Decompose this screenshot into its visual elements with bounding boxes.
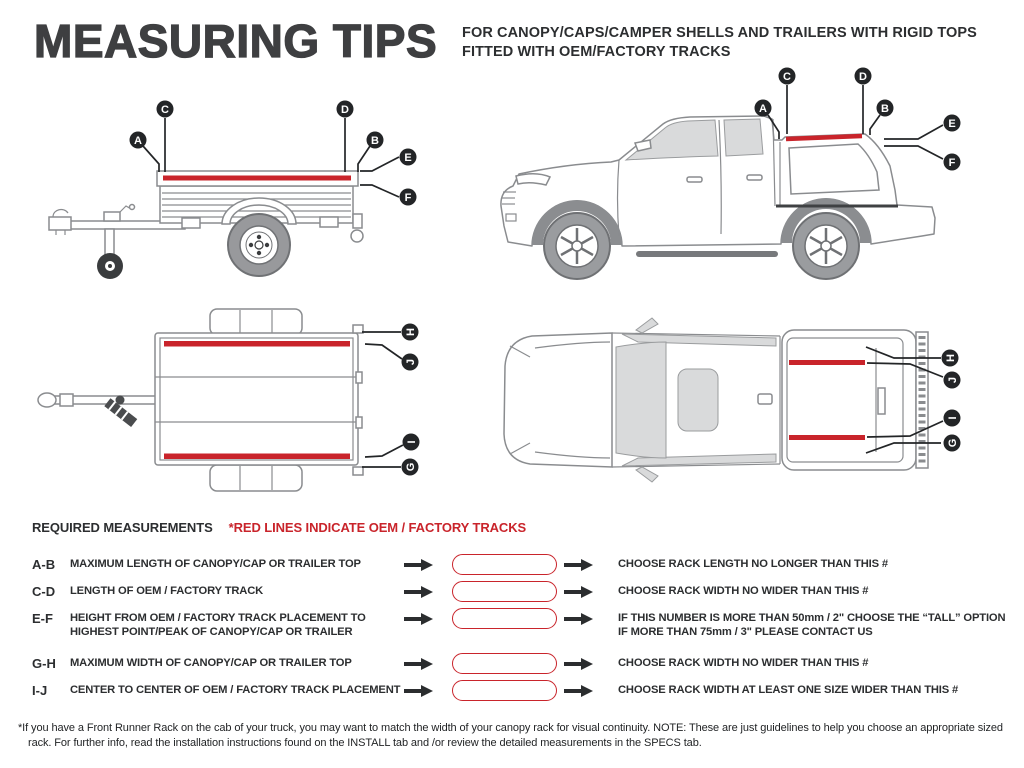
trailer-top-rail <box>157 171 358 186</box>
svg-text:B: B <box>371 134 379 147</box>
footnote: *If you have a Front Runner Rack on the cab of your truck, you may want to match the width of your canopy rack for visual continuity. NOTE: These are just guidelines to help you choose an appropriate sized rack. For further info, read the installation instructions found on the INSTALL tab and /or review the detailed measurements in the SPECS tab. <box>18 722 1003 749</box>
rear-door-window <box>724 119 763 156</box>
arrow-right-icon <box>404 613 434 625</box>
callout-i <box>365 434 420 458</box>
page-subtitle <box>462 24 977 62</box>
windshield-top <box>616 342 666 458</box>
arrow-right-icon <box>564 559 594 571</box>
truck-hood-top <box>504 333 612 467</box>
svg-text:E: E <box>948 117 956 130</box>
range-label: E-F <box>32 611 53 626</box>
measurements-heading: REQUIRED MEASUREMENTS <box>32 520 213 535</box>
svg-text:D: D <box>341 103 349 116</box>
measurement-row-ab <box>32 554 1008 575</box>
measurement-outcome: CHOOSE RACK WIDTH AT LEAST ONE SIZE WIDER THAN THIS # <box>618 684 959 696</box>
svg-text:C: C <box>783 70 791 83</box>
measurement-value-box[interactable] <box>452 653 557 674</box>
mirror-left <box>636 318 658 333</box>
callout-b <box>870 100 894 136</box>
callout-e <box>360 149 417 172</box>
rear-door-handle <box>747 175 762 180</box>
trailer-drawbar-top <box>38 393 156 427</box>
oem-track-line-right <box>164 454 350 460</box>
headlight <box>516 174 550 185</box>
measurement-row-cd <box>32 581 1008 602</box>
callout-f <box>360 185 417 206</box>
oem-track-line-left <box>164 341 350 347</box>
side-step <box>636 251 778 257</box>
arrow-right-icon <box>404 586 434 598</box>
measurement-value-box[interactable] <box>452 608 557 629</box>
arrow-right-icon <box>404 658 434 670</box>
trailer-wheel <box>228 214 290 276</box>
measurement-description: HEIGHT FROM OEM / FACTORY TRACK PLACEMENT TO HIGHEST POINT/PEAK OF CANOPY/CAP OR TRAILER <box>70 612 366 638</box>
svg-text:H: H <box>404 328 417 336</box>
measurement-row-ef <box>32 608 1008 639</box>
callout-e <box>884 115 961 140</box>
svg-text:F: F <box>404 191 412 204</box>
measurement-outcome: CHOOSE RACK LENGTH NO LONGER THAN THIS # <box>618 558 888 570</box>
trailer-top-body <box>155 333 358 465</box>
front-door-handle <box>687 177 702 182</box>
oem-track-line <box>163 176 351 181</box>
windshield-window <box>626 120 718 160</box>
arrow-right-icon <box>564 586 594 598</box>
measurement-outcome: CHOOSE RACK WIDTH NO WIDER THAN THIS # <box>618 657 869 669</box>
page-title: MEASURING TIPS <box>34 15 438 67</box>
sunroof <box>678 369 718 431</box>
svg-text:J: J <box>404 358 417 366</box>
callout-d <box>337 101 354 173</box>
measurement-outcome: IF THIS NUMBER IS MORE THAN 50mm / 2" CHOOSE THE “TALL” OPTION IF MORE THAN 75mm / 3" PLEASE CONTACT US <box>618 612 1006 638</box>
measurement-description: MAXIMUM LENGTH OF CANOPY/CAP OR TRAILER TOP <box>70 558 361 570</box>
range-label: G-H <box>32 656 56 671</box>
svg-text:I: I <box>946 416 959 420</box>
svg-text:D: D <box>859 70 867 83</box>
arrow-right-icon <box>404 559 434 571</box>
trailer-side-view-diagram <box>20 78 460 298</box>
measurement-value-box[interactable] <box>452 554 557 575</box>
svg-text:H: H <box>944 354 957 362</box>
callout-c <box>157 101 174 173</box>
trailer-fender-bottom <box>210 465 302 491</box>
measurement-description: CENTER TO CENTER OF OEM / FACTORY TRACK PLACEMENT <box>70 684 401 696</box>
svg-text:F: F <box>948 156 956 169</box>
svg-text:G: G <box>404 462 417 472</box>
mirror-right <box>636 467 658 482</box>
svg-text:I: I <box>405 440 418 444</box>
oem-track-line <box>786 136 862 139</box>
callout-d <box>855 68 872 135</box>
svg-text:C: C <box>161 103 169 116</box>
callout-a <box>130 132 160 173</box>
canopy-side-window <box>789 144 879 194</box>
svg-text:E: E <box>404 151 412 164</box>
callout-g <box>362 459 419 476</box>
svg-text:B: B <box>881 102 889 115</box>
callout-b <box>358 132 384 173</box>
required-measurements-section <box>32 520 1008 701</box>
measurement-outcome: CHOOSE RACK WIDTH NO WIDER THAN THIS # <box>618 585 869 597</box>
canopy-top <box>782 330 916 470</box>
measurement-row-ij <box>32 680 1008 701</box>
arrow-right-icon <box>564 613 594 625</box>
range-label: I-J <box>32 683 48 698</box>
svg-text:A: A <box>134 134 142 147</box>
oem-track-line-left <box>789 360 865 365</box>
cab-rear-light <box>758 394 772 404</box>
callout-f <box>884 146 961 171</box>
subtitle-line-2: FITTED WITH OEM/FACTORY TRACKS <box>462 44 731 60</box>
svg-text:G: G <box>946 438 959 448</box>
measurement-description: LENGTH OF OEM / FACTORY TRACK <box>70 585 264 597</box>
measurement-description: MAXIMUM WIDTH OF CANOPY/CAP OR TRAILER TOP <box>70 657 352 669</box>
trailer-fender-top <box>210 309 302 335</box>
measurement-value-box[interactable] <box>452 581 557 602</box>
truck-side-view-diagram <box>488 58 998 293</box>
callout-j <box>365 344 419 371</box>
svg-text:A: A <box>759 102 767 115</box>
subtitle-line-1: FOR CANOPY/CAPS/CAMPER SHELLS AND TRAILERS WITH RIGID TOPS <box>462 25 977 41</box>
red-lines-legend: *RED LINES INDICATE OEM / FACTORY TRACKS <box>228 520 527 535</box>
arrow-right-icon <box>564 658 594 670</box>
front-wheel <box>544 213 610 279</box>
svg-text:J: J <box>946 376 959 384</box>
oem-track-line-right <box>789 435 865 440</box>
truck-top-view-diagram <box>490 300 990 505</box>
canopy-handle <box>878 388 885 414</box>
range-label: C-D <box>32 584 56 599</box>
rear-wheel <box>793 213 859 279</box>
callout-c <box>779 68 796 135</box>
callout-h <box>362 324 419 341</box>
trailer-top-view-diagram <box>20 300 480 500</box>
arrow-right-icon <box>404 685 434 697</box>
arrow-right-icon <box>564 685 594 697</box>
measurement-value-box[interactable] <box>452 680 557 701</box>
range-label: A-B <box>32 557 56 572</box>
measurement-row-gh <box>32 653 1008 674</box>
